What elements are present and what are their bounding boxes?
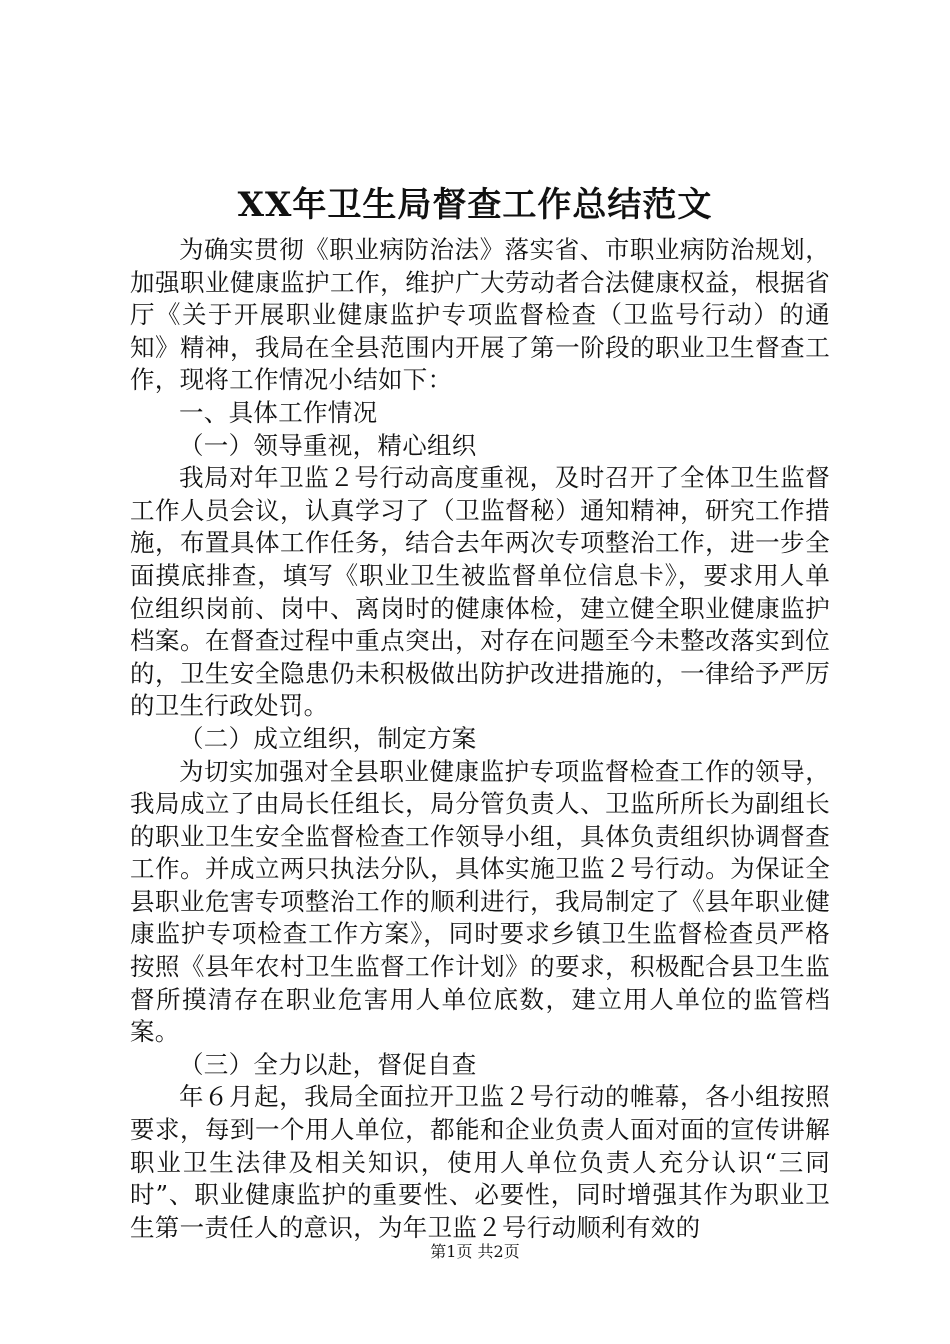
subsection-heading-2: （二）成立组织，制定方案 [179, 723, 477, 753]
paragraph-1: 我局对年卫监２号行动高度重视，及时召开了全体卫生监督工作人员会议，认真学习了（卫监督秘）通知精神，研究工作措施，布置具体工作任务，结合去年两次专项整治工作，进一步全面摸底排查，填写《职业卫生被监督单位信息卡》，要求用人单位组织岗前、岗中、离岗时的健康体检，建立健全职业健康监护档案。在督查过程中重点突出，对存在问题至今未整改落实到位的，卫生安全隐患仍未积极做出防护改进措施的，一律给予严厉的卫生行政处罚。 [130, 463, 830, 721]
document-body [130, 234, 830, 1244]
document-title: XX年卫生局督查工作总结范文 [237, 185, 713, 225]
subsection-heading-3: （三）全力以赴，督促自查 [179, 1049, 477, 1079]
paragraph-intro: 为确实贯彻《职业病防治法》落实省、市职业病防治规划，加强职业健康监护工作，维护广大劳动者合法健康权益，根据省厅《关于开展职业健康监护专项监督检查（卫监号行动）的通知》精神，我局在全县范围内开展了第一阶段的职业卫生督查工作，现将工作情况小结如下： [130, 235, 830, 395]
page-number-footer: 第1页 共2页 [430, 1242, 520, 1261]
section-heading: 一、具体工作情况 [179, 397, 378, 427]
paragraph-3: 年６月起，我局全面拉开卫监２号行动的帷幕，各小组按照要求，每到一个用人单位，都能和企业负责人面对面的宣传讲解职业卫生法律及相关知识，使用人单位负责人充分认识“三同时”、职业健康监护的重要性、必要性，同时增强其作为职业卫生第一责任人的意识，为年卫监２号行动顺利有效的 [130, 1082, 831, 1242]
paragraph-2: 为切实加强对全县职业健康监护专项监督检查工作的领导，我局成立了由局长任组长，局分管负责人、卫监所所长为副组长的职业卫生安全监督检查工作领导小组，具体负责组织协调督查工作。并成立两只执法分队，具体实施卫监２号行动。为保证全县职业危害专项整治工作的顺利进行，我局制定了《县年职业健康监护专项检查工作方案》，同时要求乡镇卫生监督检查员严格按照《县年农村卫生监督工作计划》的要求，积极配合县卫生监督所摸清存在职业危害用人单位底数，建立用人单位的监管档案。 [130, 756, 830, 1047]
subsection-heading-1: （一）领导重视，精心组织 [179, 430, 477, 460]
